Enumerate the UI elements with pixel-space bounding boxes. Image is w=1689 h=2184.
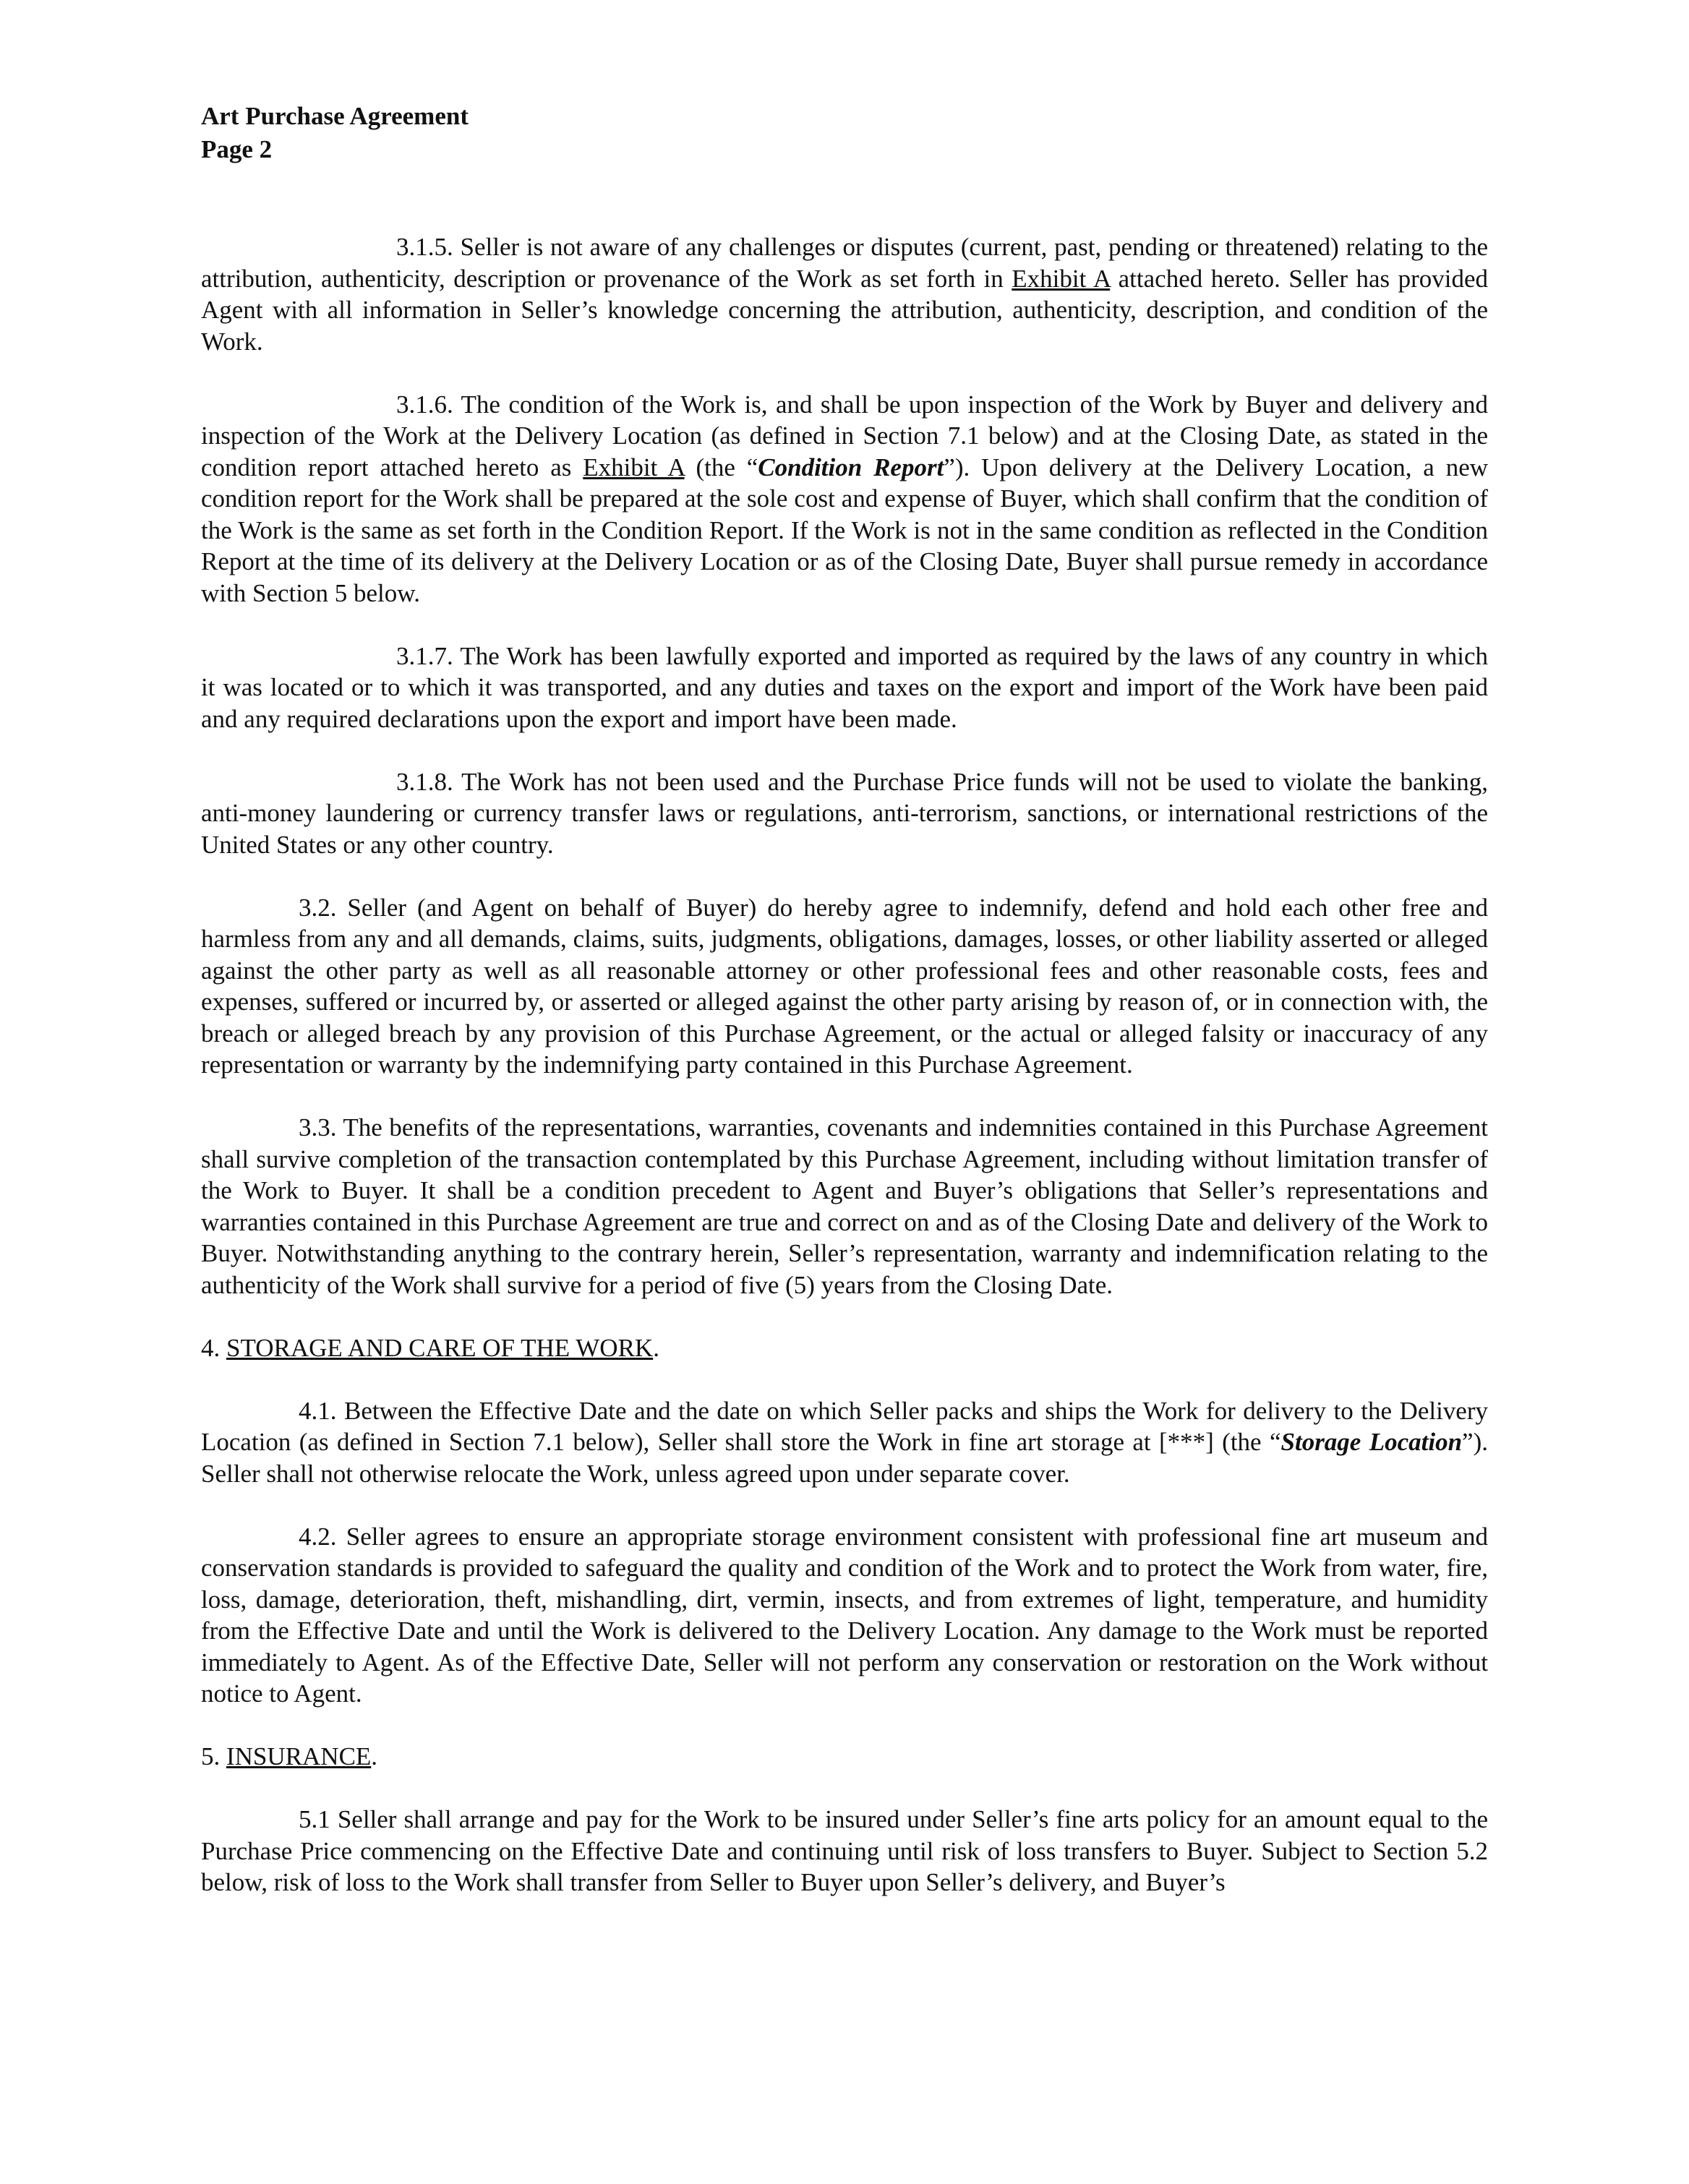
section-punctuation: . <box>371 1742 378 1770</box>
paragraph-3-1-8: 3.1.8. The Work has not been used and the Purchase Price funds will not be used to violate the banking, anti-money laundering or currency transfer laws or regulations, anti-terrorism, sanctions, or international restrictions of the United States or any other country. <box>201 767 1488 859</box>
paragraph-5-1: 5.1 Seller shall arrange and pay for the Work to be insured under Seller’s fine arts policy for an amount equal to the Purchase Price commencing on the Effective Date and continuing until risk of loss transfers to Buyer. Subject to Section 5.2 below, risk of loss to the Work shall transfer from Seller to Buyer upon Seller’s delivery, and Buyer’s <box>201 1805 1488 1896</box>
document-body <box>201 231 1488 1930</box>
section-title: STORAGE AND CARE OF THE WORK <box>226 1333 654 1362</box>
document-title: Art Purchase Agreement <box>201 102 469 130</box>
paragraph-3-1-5 <box>201 231 1488 357</box>
paragraph-text: 3.1.5. Seller is not aware of any challenges or disputes (current, past, pending or threatened) relating to the attribution, authenticity, description or provenance of the Work as set forth in <box>201 233 1488 293</box>
paragraph-text: ”). Seller shall not otherwise relocate the Work, unless agreed upon under separate cover. <box>201 1428 1488 1488</box>
paragraph-3-3: 3.3. The benefits of the representations, warranties, covenants and indemnities contained in this Purchase Agreement shall survive completion of the transaction contemplated by this Purchase Agreement, including without limitation transfer of the Work to Buyer. It shall be a condition precedent to Agent and Buyer’s obligations that Seller’s representations and warranties contained in this Purchase Agreement are true and correct on and as of the Closing Date and delivery of the Work to Buyer. Notwithstanding anything to the contrary herein, Seller’s representation, warranty and indemnification relating to the authenticity of the Work shall survive for a period of five (5) years from the Closing Date. <box>201 1113 1488 1299</box>
defined-term-storage-location: Storage Location <box>1280 1428 1463 1456</box>
paragraph-text: attached hereto. Seller has provided Agent with all information in Seller’s knowledge concerning the attribution, authenticity, description, and condition of the Work. <box>201 264 1488 356</box>
section-number: 4. <box>201 1333 226 1362</box>
section-punctuation: . <box>653 1333 659 1362</box>
paragraph-3-1-6 <box>201 389 1488 609</box>
defined-term-condition-report: Condition Report <box>758 453 944 481</box>
paragraph-3-2: 3.2. Seller (and Agent on behalf of Buyer) do hereby agree to indemnify, defend and hold each other free and harmless from any and all demands, claims, suits, judgments, obligations, damages, losses, or other liability asserted or alleged against the other party as well as all reasonable attorney or other professional fees and other reasonable costs, fees and expenses, suffered or incurred by, or asserted or alleged against the other party arising by reason of, or in connection with, the breach or alleged breach by any provision of this Purchase Agreement, or the actual or alleged falsity or inaccuracy of any representation or warranty by the indemnifying party contained in this Purchase Agreement. <box>201 893 1488 1079</box>
paragraph-text: (the “ <box>684 453 758 481</box>
page-number: Page 2 <box>201 135 273 163</box>
section-number: 5. <box>201 1742 226 1770</box>
exhibit-a-reference: Exhibit A <box>583 453 685 481</box>
section-heading-4 <box>201 1332 1488 1364</box>
paragraph-text: ”). Upon delivery at the Delivery Location, a new condition report for the Work shall be prepared at the sole cost and expense of Buyer, which shall confirm that the condition of the Work is the same as set forth in the Condition Report. If the Work is not in the same condition as reflected in the Condition Report at the time of its delivery at the Delivery Location or as of the Closing Date, Buyer shall pursue remedy in accordance with Section 5 below. <box>201 453 1489 607</box>
paragraph-3-1-7: 3.1.7. The Work has been lawfully exported and imported as required by the laws of any country in which it was located or to which it was transported, and any duties and taxes on the export and import of the Work have been paid and any required declarations upon the export and import have been made. <box>201 641 1488 733</box>
paragraph-4-2: 4.2. Seller agrees to ensure an appropriate storage environment consistent with professional fine art museum and conservation standards is provided to safeguard the quality and condition of the Work and to protect the Work from water, fire, loss, damage, deterioration, theft, mishandling, dirt, vermin, insects, and from extremes of light, temperature, and humidity from the Effective Date and until the Work is delivered to the Delivery Location. Any damage to the Work must be reported immediately to Agent. As of the Effective Date, Seller will not perform any conservation or restoration on the Work without notice to Agent. <box>201 1522 1488 1708</box>
paragraph-text: 3.1.6. The condition of the Work is, and shall be upon inspection of the Work by Buyer and delivery and inspection of the Work at the Delivery Location (as defined in Section 7.1 below) and at the Closing Date, as stated in the condition report attached hereto as <box>201 390 1488 481</box>
section-heading-5 <box>201 1741 1488 1773</box>
paragraph-text: 4.1. Between the Effective Date and the date on which Seller packs and ships the Work for delivery to the Delivery Location (as defined in Section 7.1 below), Seller shall store the Work in fine art storage at [***] (the “ <box>201 1396 1488 1456</box>
section-title: INSURANCE <box>226 1742 372 1770</box>
exhibit-a-reference: Exhibit A <box>1012 264 1111 293</box>
page-header <box>201 100 469 166</box>
paragraph-4-1 <box>201 1395 1488 1490</box>
